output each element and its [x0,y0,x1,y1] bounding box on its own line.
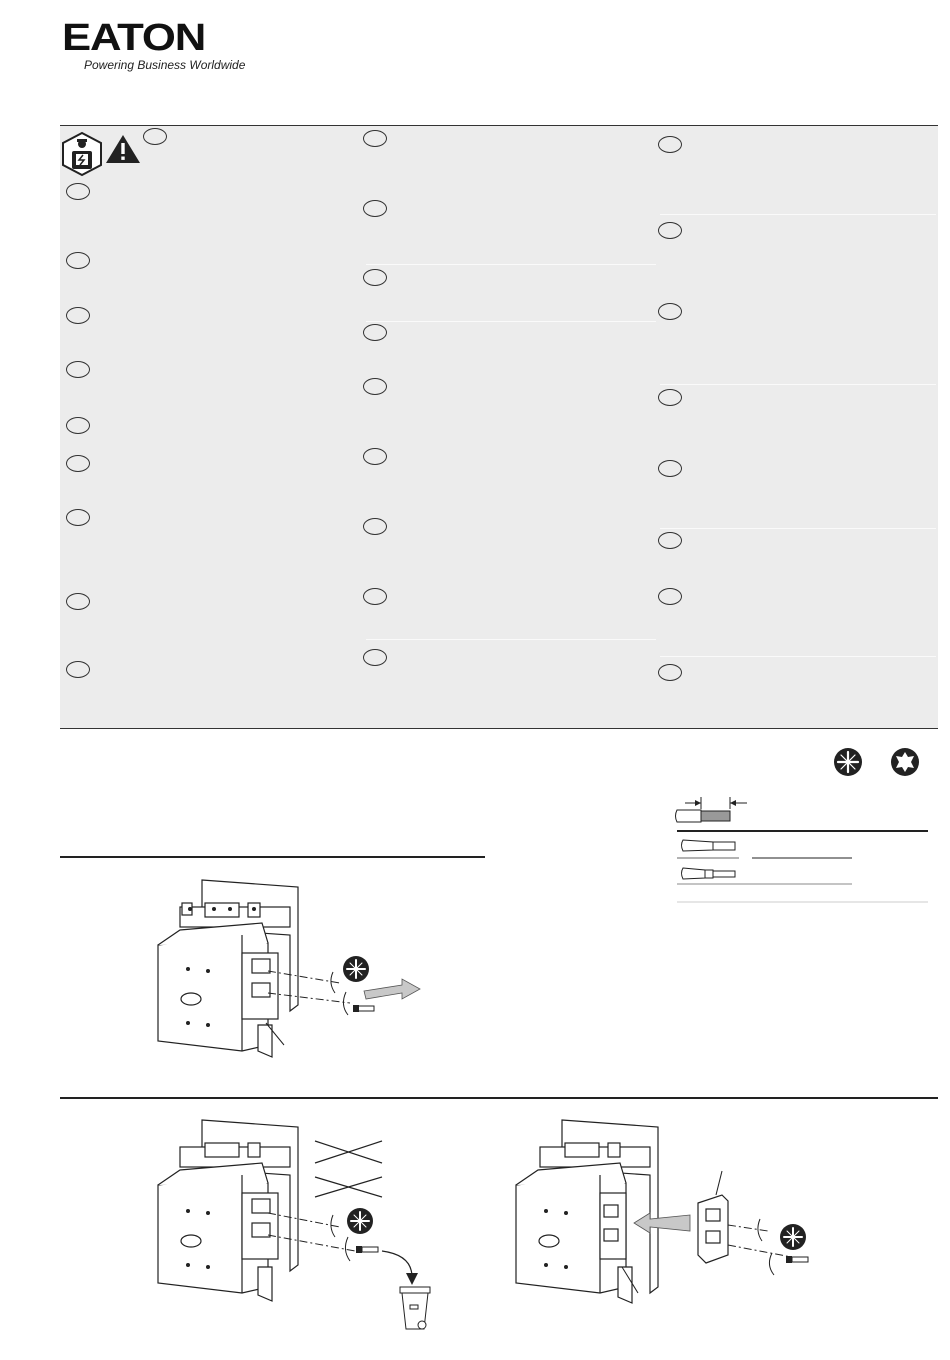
language-badge [658,460,682,477]
eaton-logo [62,17,246,74]
language-badge [66,661,90,678]
logo-tagline: Powering Business Worldwide [84,58,246,72]
section-rule [60,1097,938,1099]
language-badge [143,128,167,145]
language-badge [66,252,90,269]
electrician-icon [60,132,104,176]
language-badge [658,389,682,406]
language-badge [658,664,682,681]
language-badge [658,222,682,239]
language-badge [363,200,387,217]
recycle-bin-icon [400,1287,430,1329]
language-badge [66,509,90,526]
wire-strip-diagram [675,795,935,905]
safety-instructions-panel [60,125,938,729]
language-badge [658,532,682,549]
language-badge [363,649,387,666]
language-badge [363,448,387,465]
language-badge [363,518,387,535]
language-badge [363,324,387,341]
language-badge [363,378,387,395]
divider [660,214,936,215]
language-badge [658,136,682,153]
divider [660,384,936,385]
language-badge [66,593,90,610]
pozidriv-screwdriver-icon [833,747,863,777]
language-badge [658,303,682,320]
language-badge [363,269,387,286]
contactor-installation-figure [510,1115,830,1315]
logo-wordmark: EATON [62,17,206,59]
language-badge [66,455,90,472]
divider [366,264,656,265]
language-badge [363,130,387,147]
language-badge [66,361,90,378]
divider [660,528,936,529]
divider [366,639,656,640]
contactor-removal-figure [150,875,440,1060]
language-badge [658,588,682,605]
contactor-disposal-figure [150,1115,450,1335]
warning-triangle-icon [105,134,141,164]
language-badge [66,417,90,434]
divider [660,656,936,657]
language-badge [66,307,90,324]
divider [366,321,656,322]
language-badge [363,588,387,605]
torx-screwdriver-icon [890,747,920,777]
language-badge [66,183,90,200]
section-rule [60,856,485,858]
